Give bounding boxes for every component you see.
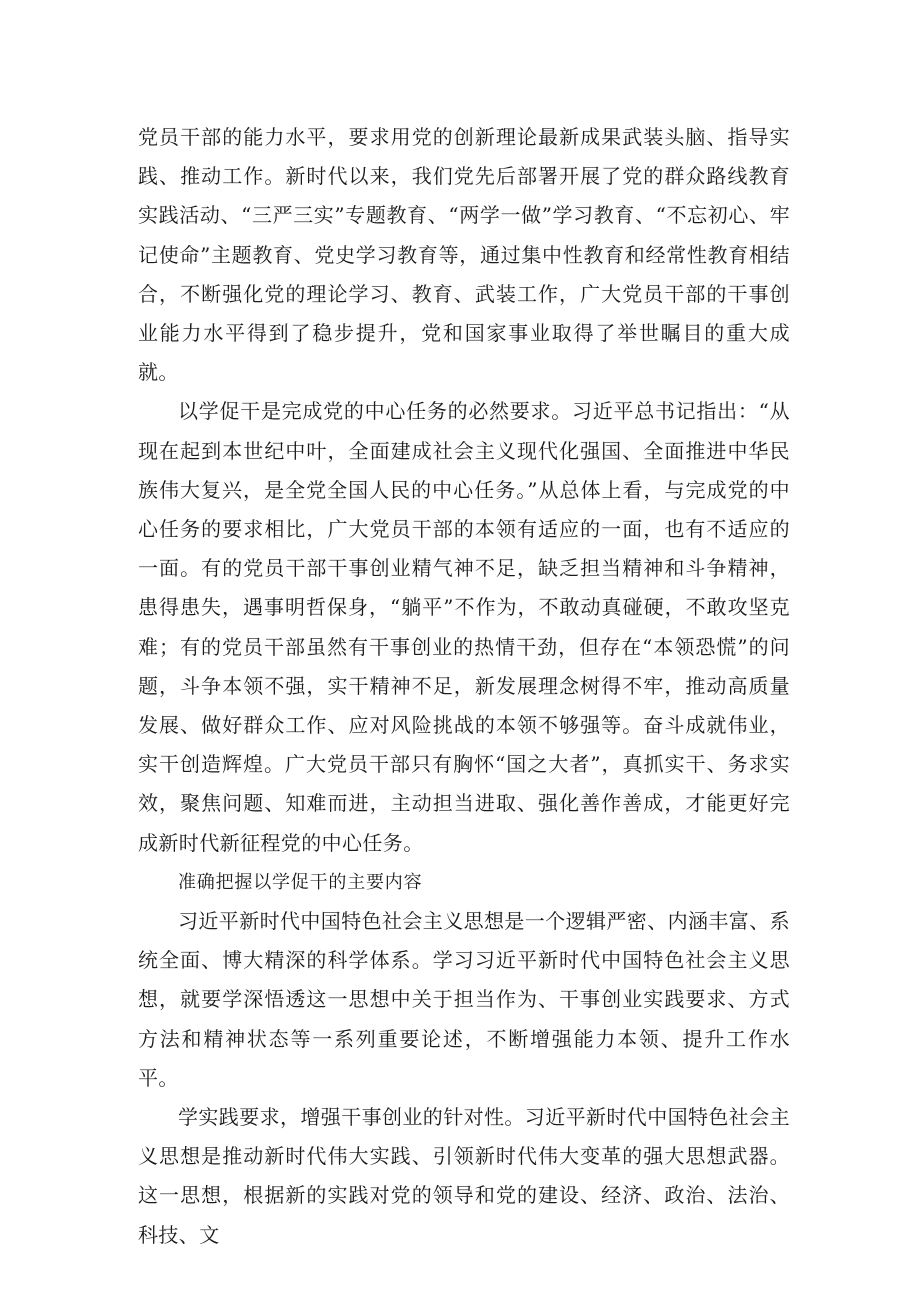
paragraph-practice-requirements: 学实践要求，增强干事创业的针对性。习近平新时代中国特色社会主义思想是推动新时代伟大实践、引领新时代伟大变革的强大思想武器。这一思想，根据新的实践对党的领导和党的建设、经济、政治、法治、科技、文 [138, 1105, 790, 1247]
paragraph-central-task: 以学促干是完成党的中心任务的必然要求。习近平总书记指出：“从现在起到本世纪中叶，全面建成社会主义现代化强国、全面推进中华民族伟大复兴，是全党全国人民的中心任务。”从总体上看，与完成党的中心任务的要求相比，广大党员干部的本领有适应的一面，也有不适应的一面。有的党员干部干事创业精气神不足，缺乏担当精神和斗争精神，患得患失，遇事明哲保身，“躺平”不作为，不敢动真碰硬，不敢攻坚克难；有的党员干部虽然有干事创业的热情干劲，但存在“本领恐慌”的问题，斗争本领不强，实干精神不足，新发展理念树得不牢，推动高质量发展、做好群众工作、应对风险挑战的本领不够强等。奋斗成就伟业，实干创造辉煌。广大党员干部只有胸怀“国之大者”，真抓实干、务求实效，聚焦问题、知难而进，主动担当进取、强化善作善成，才能更好完成新时代新征程党的中心任务。 [138, 399, 790, 855]
document-body [138, 118, 790, 1255]
paragraph-continued: 党员干部的能力水平，要求用党的创新理论最新成果武装头脑、指导实践、推动工作。新时代以来，我们党先后部署开展了党的群众路线教育实践活动、“三严三实”专题教育、“两学一做”学习教育、“不忘初心、牢记使命”主题教育、党史学习教育等，通过集中性教育和经常性教育相结合，不断强化党的理论学习、教育、武装工作，广大党员干部的干事创业能力水平得到了稳步提升，党和国家事业取得了举世瞩目的重大成就。 [138, 125, 790, 385]
paragraph-scientific-system: 习近平新时代中国特色社会主义思想是一个逻辑严密、内涵丰富、系统全面、博大精深的科学体系。学习习近平新时代中国特色社会主义思想，就要学深悟透这一思想中关于担当作为、干事创业实践要求、方式方法和精神状态等一系列重要论述，不断增强能力本领、提升工作水平。 [138, 909, 790, 1090]
section-heading: 准确把握以学促干的主要内容 [178, 871, 423, 893]
